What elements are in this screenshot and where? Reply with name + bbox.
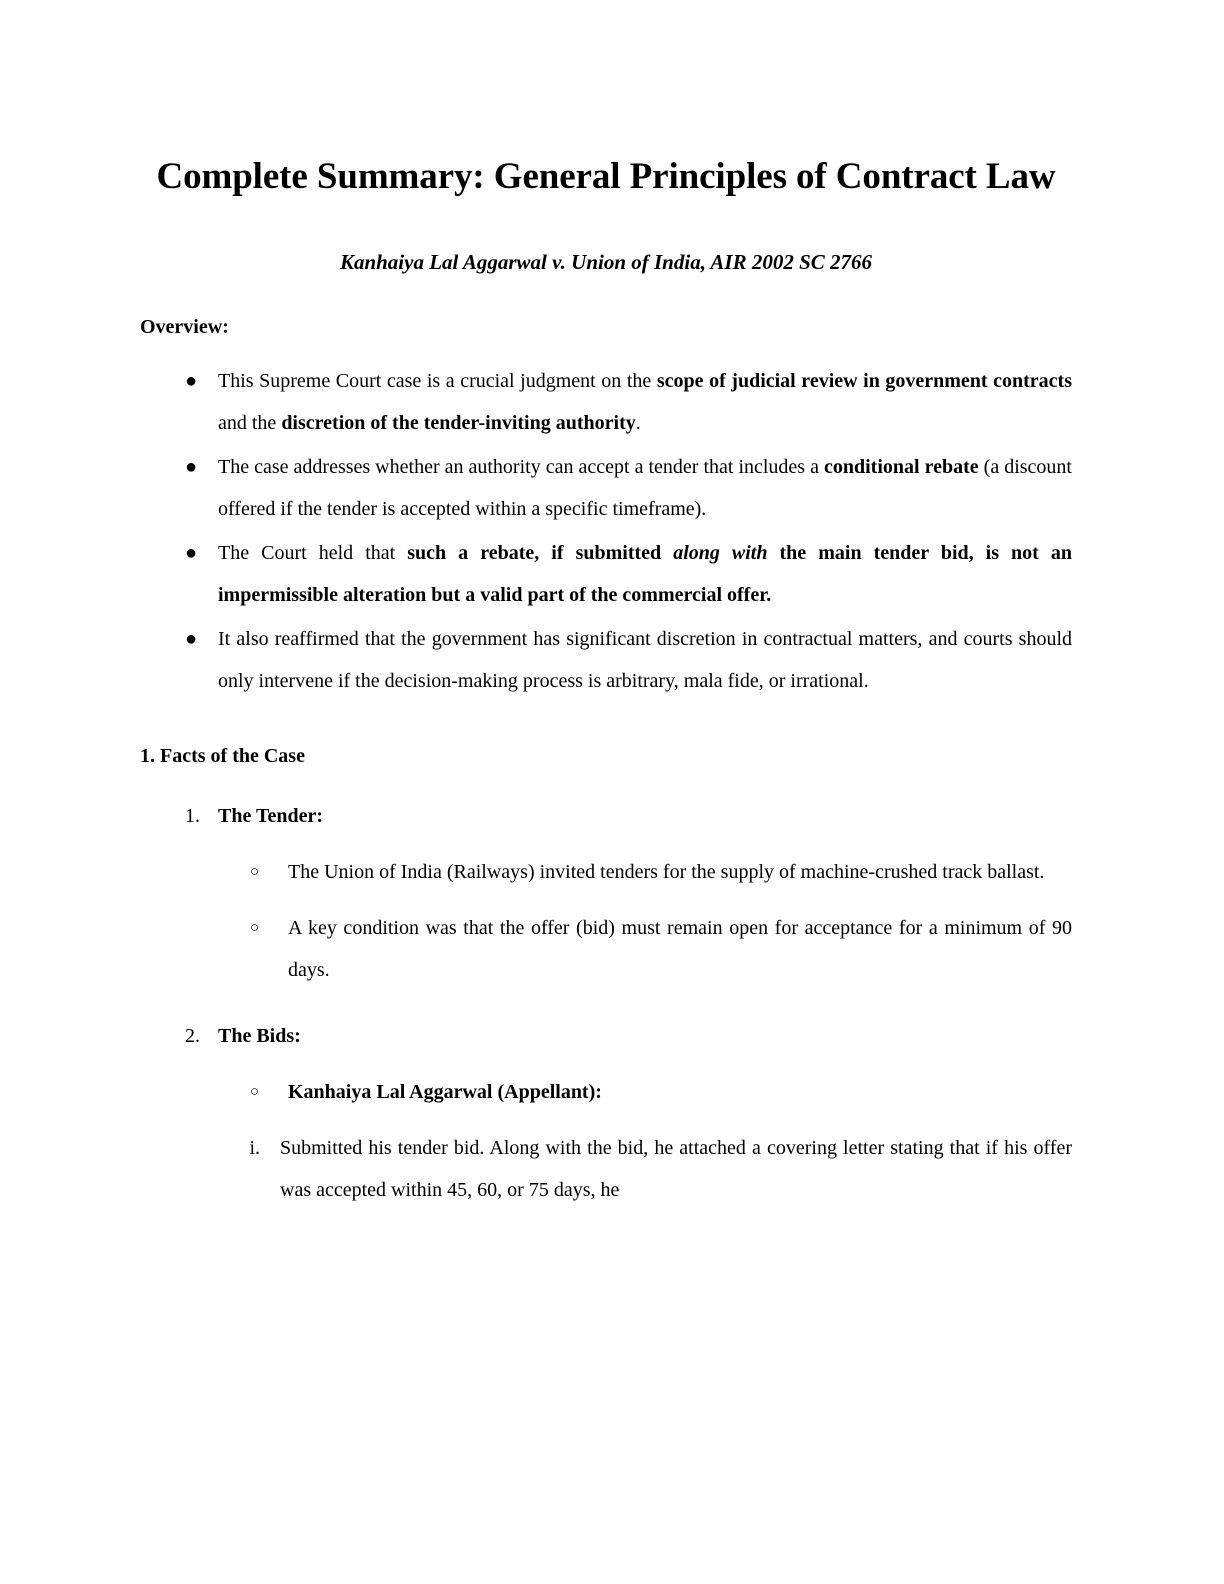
bullet-disc-icon: ●: [185, 456, 198, 479]
list-item: [210, 1071, 1072, 1113]
facts-numbered-list: [140, 795, 1072, 837]
document-content: [140, 0, 1072, 1211]
list-item-label: The Bids:: [218, 1025, 301, 1048]
bullet-text-bold: scope of judicial review in government contracts: [656, 370, 1072, 393]
bullet-text-part: (a discount offered if the tender is accepted within a specific timeframe).: [218, 456, 1072, 521]
list-item-text: Submitted his tender bid. Along with the bid, he attached a covering letter stating that if his offer was accepted within 45, 60, or 75 days, he: [280, 1137, 1072, 1202]
bullet-text-part: .: [635, 412, 641, 435]
list-item: [140, 446, 1072, 530]
bullet-text-bold: discretion of the tender-inviting authority: [281, 412, 636, 435]
bullet-circle-icon: ○: [250, 1084, 260, 1101]
bullet-text-bold: such a rebate, if submitted: [407, 542, 674, 565]
bids-numbered-list: [140, 1015, 1072, 1057]
bullet-text-part: and the: [218, 412, 282, 435]
bullet-text-part: The case addresses whether an authority can accept a tender that includes a: [218, 456, 824, 479]
page-title: Complete Summary: General Principles of Contract Law: [156, 156, 1056, 197]
list-item: [140, 360, 1072, 444]
overview-bullet-list: [140, 360, 1072, 702]
facts-heading: 1. Facts of the Case: [140, 745, 305, 768]
bullet-text-part: This Supreme Court case is a crucial judgment on the: [218, 370, 657, 393]
list-item-tender: [140, 795, 1072, 837]
list-item: [140, 618, 1072, 702]
list-item-label: Kanhaiya Lal Aggarwal (Appellant):: [288, 1081, 602, 1104]
appellant-roman-list: [210, 1127, 1072, 1211]
list-marker-number: 1.: [185, 805, 200, 828]
list-item: [140, 532, 1072, 616]
list-marker-roman: i.: [249, 1137, 260, 1160]
case-citation-subtitle: Kanhaiya Lal Aggarwal v. Union of India, AIR 2002 SC 2766: [339, 249, 873, 274]
bullet-text-part: It also reaffirmed that the government has significant discretion in contractual matters, and courts should only intervene if the decision-making process is arbitrary, mala fide, or irrational.: [218, 628, 1072, 693]
list-item: [210, 1127, 1072, 1211]
list-item-text: A key condition was that the offer (bid) must remain open for acceptance for a minimum of 90 days.: [288, 917, 1072, 982]
overview-heading: Overview:: [140, 316, 229, 339]
bullet-text-part: The Court held that: [218, 542, 408, 565]
bids-subitem-list: [210, 1071, 1072, 1113]
bullet-disc-icon: ●: [185, 628, 198, 651]
list-item-text: The Union of India (Railways) invited tenders for the supply of machine-crushed track ballast.: [288, 861, 1045, 884]
bullet-disc-icon: ●: [185, 542, 198, 565]
list-marker-number: 2.: [185, 1025, 200, 1048]
list-item-bids: [140, 1015, 1072, 1057]
bullet-text-bold-italic: along with: [673, 542, 768, 565]
list-item: [210, 907, 1072, 991]
bullet-text-bold: the main tender bid, is not an impermissible alteration but a valid part of the commercial offer.: [218, 542, 1072, 607]
tender-subitem-list: [210, 851, 1072, 991]
bullet-circle-icon: ○: [250, 920, 260, 937]
list-item: [210, 851, 1072, 893]
bullet-circle-icon: ○: [250, 864, 260, 881]
list-item-label: The Tender:: [218, 805, 324, 828]
bullet-text-bold: conditional rebate: [824, 456, 979, 479]
bullet-disc-icon: ●: [185, 370, 198, 393]
